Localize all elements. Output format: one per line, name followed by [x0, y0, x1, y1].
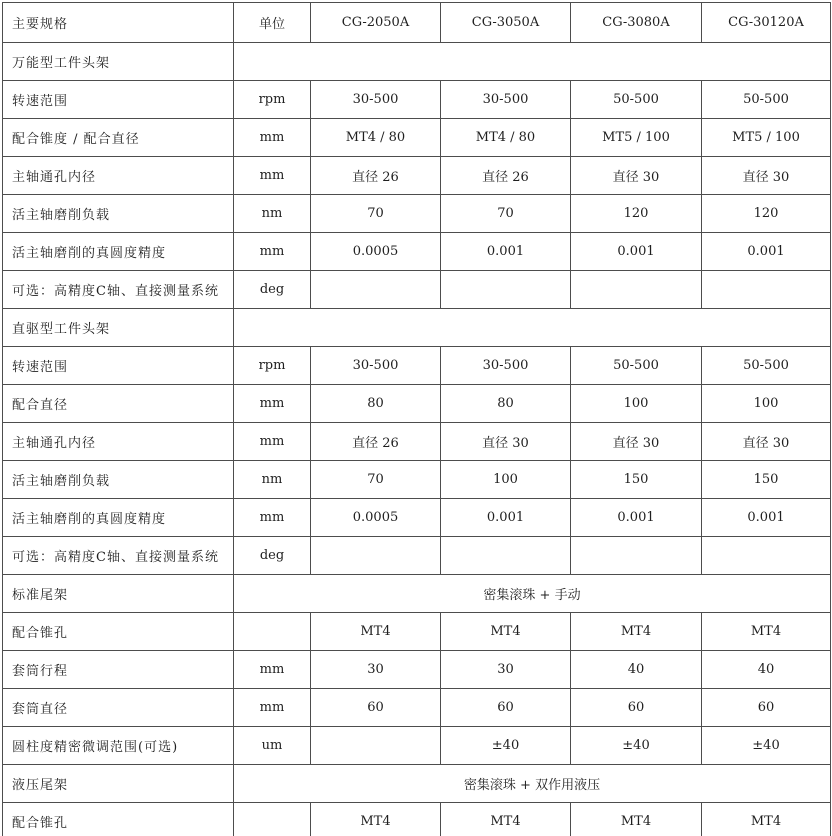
value-cell	[571, 271, 702, 309]
section-merged-cell: 密集滚珠 + 手动	[234, 575, 831, 613]
value-cell: 直径 30	[571, 423, 702, 461]
row-label: 配合锥孔	[3, 613, 234, 651]
unit-cell: mm	[234, 233, 311, 271]
unit-cell: mm	[234, 689, 311, 727]
unit-cell: mm	[234, 119, 311, 157]
table-row	[3, 233, 831, 271]
value-cell: ±40	[571, 727, 702, 765]
value-cell	[311, 727, 441, 765]
value-cell: MT4	[311, 613, 441, 651]
value-cell: 直径 26	[311, 423, 441, 461]
value-cell: 0.001	[441, 233, 571, 271]
value-cell: 150	[702, 461, 831, 499]
header-model-cg30120a: CG-30120A	[702, 3, 831, 43]
header-model-cg3050a: CG-3050A	[441, 3, 571, 43]
value-cell: 30-500	[311, 347, 441, 385]
value-cell: 50-500	[571, 347, 702, 385]
row-label: 直驱型工件头架	[3, 309, 234, 347]
unit-cell: um	[234, 727, 311, 765]
value-cell: 80	[311, 385, 441, 423]
row-label: 主轴通孔内径	[3, 423, 234, 461]
row-label: 活主轴磨削的真圆度精度	[3, 499, 234, 537]
unit-cell	[234, 613, 311, 651]
value-cell: 70	[311, 461, 441, 499]
value-cell: 0.0005	[311, 233, 441, 271]
table-row	[3, 461, 831, 499]
value-cell: 70	[441, 195, 571, 233]
row-label: 可选：高精度C轴、直接测量系统	[3, 271, 234, 309]
value-cell: 0.001	[571, 499, 702, 537]
value-cell: 30	[441, 651, 571, 689]
value-cell	[571, 537, 702, 575]
value-cell: ±40	[702, 727, 831, 765]
value-cell: 60	[441, 689, 571, 727]
row-label: 活主轴磨削负载	[3, 195, 234, 233]
value-cell: 50-500	[571, 81, 702, 119]
unit-cell: deg	[234, 537, 311, 575]
value-cell: 100	[441, 461, 571, 499]
header-model-cg3080a: CG-3080A	[571, 3, 702, 43]
value-cell: MT4	[311, 803, 441, 836]
header-model-cg2050a: CG-2050A	[311, 3, 441, 43]
row-label: 活主轴磨削的真圆度精度	[3, 233, 234, 271]
header-spec-label: 主要规格	[3, 3, 234, 43]
unit-cell: mm	[234, 423, 311, 461]
value-cell: 50-500	[702, 347, 831, 385]
value-cell	[702, 537, 831, 575]
value-cell: ±40	[441, 727, 571, 765]
table-row	[3, 613, 831, 651]
value-cell: MT4	[702, 613, 831, 651]
row-label: 套筒行程	[3, 651, 234, 689]
value-cell	[441, 271, 571, 309]
value-cell: 30-500	[441, 347, 571, 385]
unit-cell: rpm	[234, 81, 311, 119]
section-merged-cell: 密集滚珠 + 双作用液压	[234, 765, 831, 803]
table-row	[3, 347, 831, 385]
table-row	[3, 689, 831, 727]
value-cell: 30-500	[441, 81, 571, 119]
value-cell: 直径 30	[702, 157, 831, 195]
value-cell: 120	[702, 195, 831, 233]
value-cell: 30	[311, 651, 441, 689]
value-cell: 100	[571, 385, 702, 423]
value-cell: 直径 26	[441, 157, 571, 195]
value-cell: 60	[571, 689, 702, 727]
row-label: 活主轴磨削负载	[3, 461, 234, 499]
row-label: 配合锥度 / 配合直径	[3, 119, 234, 157]
row-label: 标准尾架	[3, 575, 234, 613]
value-cell: 0.001	[702, 499, 831, 537]
value-cell: 80	[441, 385, 571, 423]
header-unit-label: 单位	[234, 3, 311, 43]
value-cell: 50-500	[702, 81, 831, 119]
unit-cell	[234, 803, 311, 836]
table-row	[3, 157, 831, 195]
value-cell: MT4 / 80	[311, 119, 441, 157]
unit-cell: mm	[234, 651, 311, 689]
value-cell: 150	[571, 461, 702, 499]
value-cell: 0.001	[441, 499, 571, 537]
value-cell: 直径 26	[311, 157, 441, 195]
header-row	[3, 3, 831, 43]
table-row	[3, 81, 831, 119]
row-label: 配合直径	[3, 385, 234, 423]
value-cell: MT4	[571, 803, 702, 836]
unit-cell: nm	[234, 195, 311, 233]
value-cell: 60	[311, 689, 441, 727]
unit-cell: mm	[234, 157, 311, 195]
value-cell: MT4 / 80	[441, 119, 571, 157]
table-row	[3, 537, 831, 575]
value-cell: MT4	[441, 803, 571, 836]
table-row	[3, 499, 831, 537]
table-row	[3, 119, 831, 157]
row-label: 液压尾架	[3, 765, 234, 803]
value-cell: MT5 / 100	[702, 119, 831, 157]
value-cell: MT4	[441, 613, 571, 651]
value-cell: 直径 30	[702, 423, 831, 461]
value-cell: 70	[311, 195, 441, 233]
value-cell	[311, 537, 441, 575]
spec-table	[2, 2, 831, 836]
row-label: 主轴通孔内径	[3, 157, 234, 195]
value-cell: MT4	[702, 803, 831, 836]
section-row	[3, 43, 831, 81]
table-row	[3, 423, 831, 461]
row-label: 圆柱度精密微调范围(可选)	[3, 727, 234, 765]
value-cell: 40	[571, 651, 702, 689]
table-row	[3, 651, 831, 689]
row-label: 转速范围	[3, 347, 234, 385]
row-label: 配合锥孔	[3, 803, 234, 836]
value-cell: 直径 30	[441, 423, 571, 461]
spec-table-body	[3, 43, 831, 836]
section-merged-cell	[234, 309, 831, 347]
table-row	[3, 385, 831, 423]
table-row	[3, 271, 831, 309]
value-cell: 0.0005	[311, 499, 441, 537]
unit-cell: nm	[234, 461, 311, 499]
section-row	[3, 765, 831, 803]
value-cell: 60	[702, 689, 831, 727]
table-row	[3, 727, 831, 765]
value-cell	[441, 537, 571, 575]
section-row	[3, 575, 831, 613]
unit-cell: deg	[234, 271, 311, 309]
unit-cell: rpm	[234, 347, 311, 385]
value-cell	[311, 271, 441, 309]
table-row	[3, 195, 831, 233]
row-label: 万能型工件头架	[3, 43, 234, 81]
value-cell: 0.001	[571, 233, 702, 271]
row-label: 可选：高精度C轴、直接测量系统	[3, 537, 234, 575]
value-cell: 直径 30	[571, 157, 702, 195]
unit-cell: mm	[234, 499, 311, 537]
unit-cell: mm	[234, 385, 311, 423]
row-label: 转速范围	[3, 81, 234, 119]
section-merged-cell	[234, 43, 831, 81]
value-cell: 120	[571, 195, 702, 233]
value-cell: MT4	[571, 613, 702, 651]
value-cell: MT5 / 100	[571, 119, 702, 157]
section-row	[3, 309, 831, 347]
value-cell: 100	[702, 385, 831, 423]
row-label: 套筒直径	[3, 689, 234, 727]
value-cell: 0.001	[702, 233, 831, 271]
value-cell: 40	[702, 651, 831, 689]
value-cell	[702, 271, 831, 309]
value-cell: 30-500	[311, 81, 441, 119]
table-row	[3, 803, 831, 836]
